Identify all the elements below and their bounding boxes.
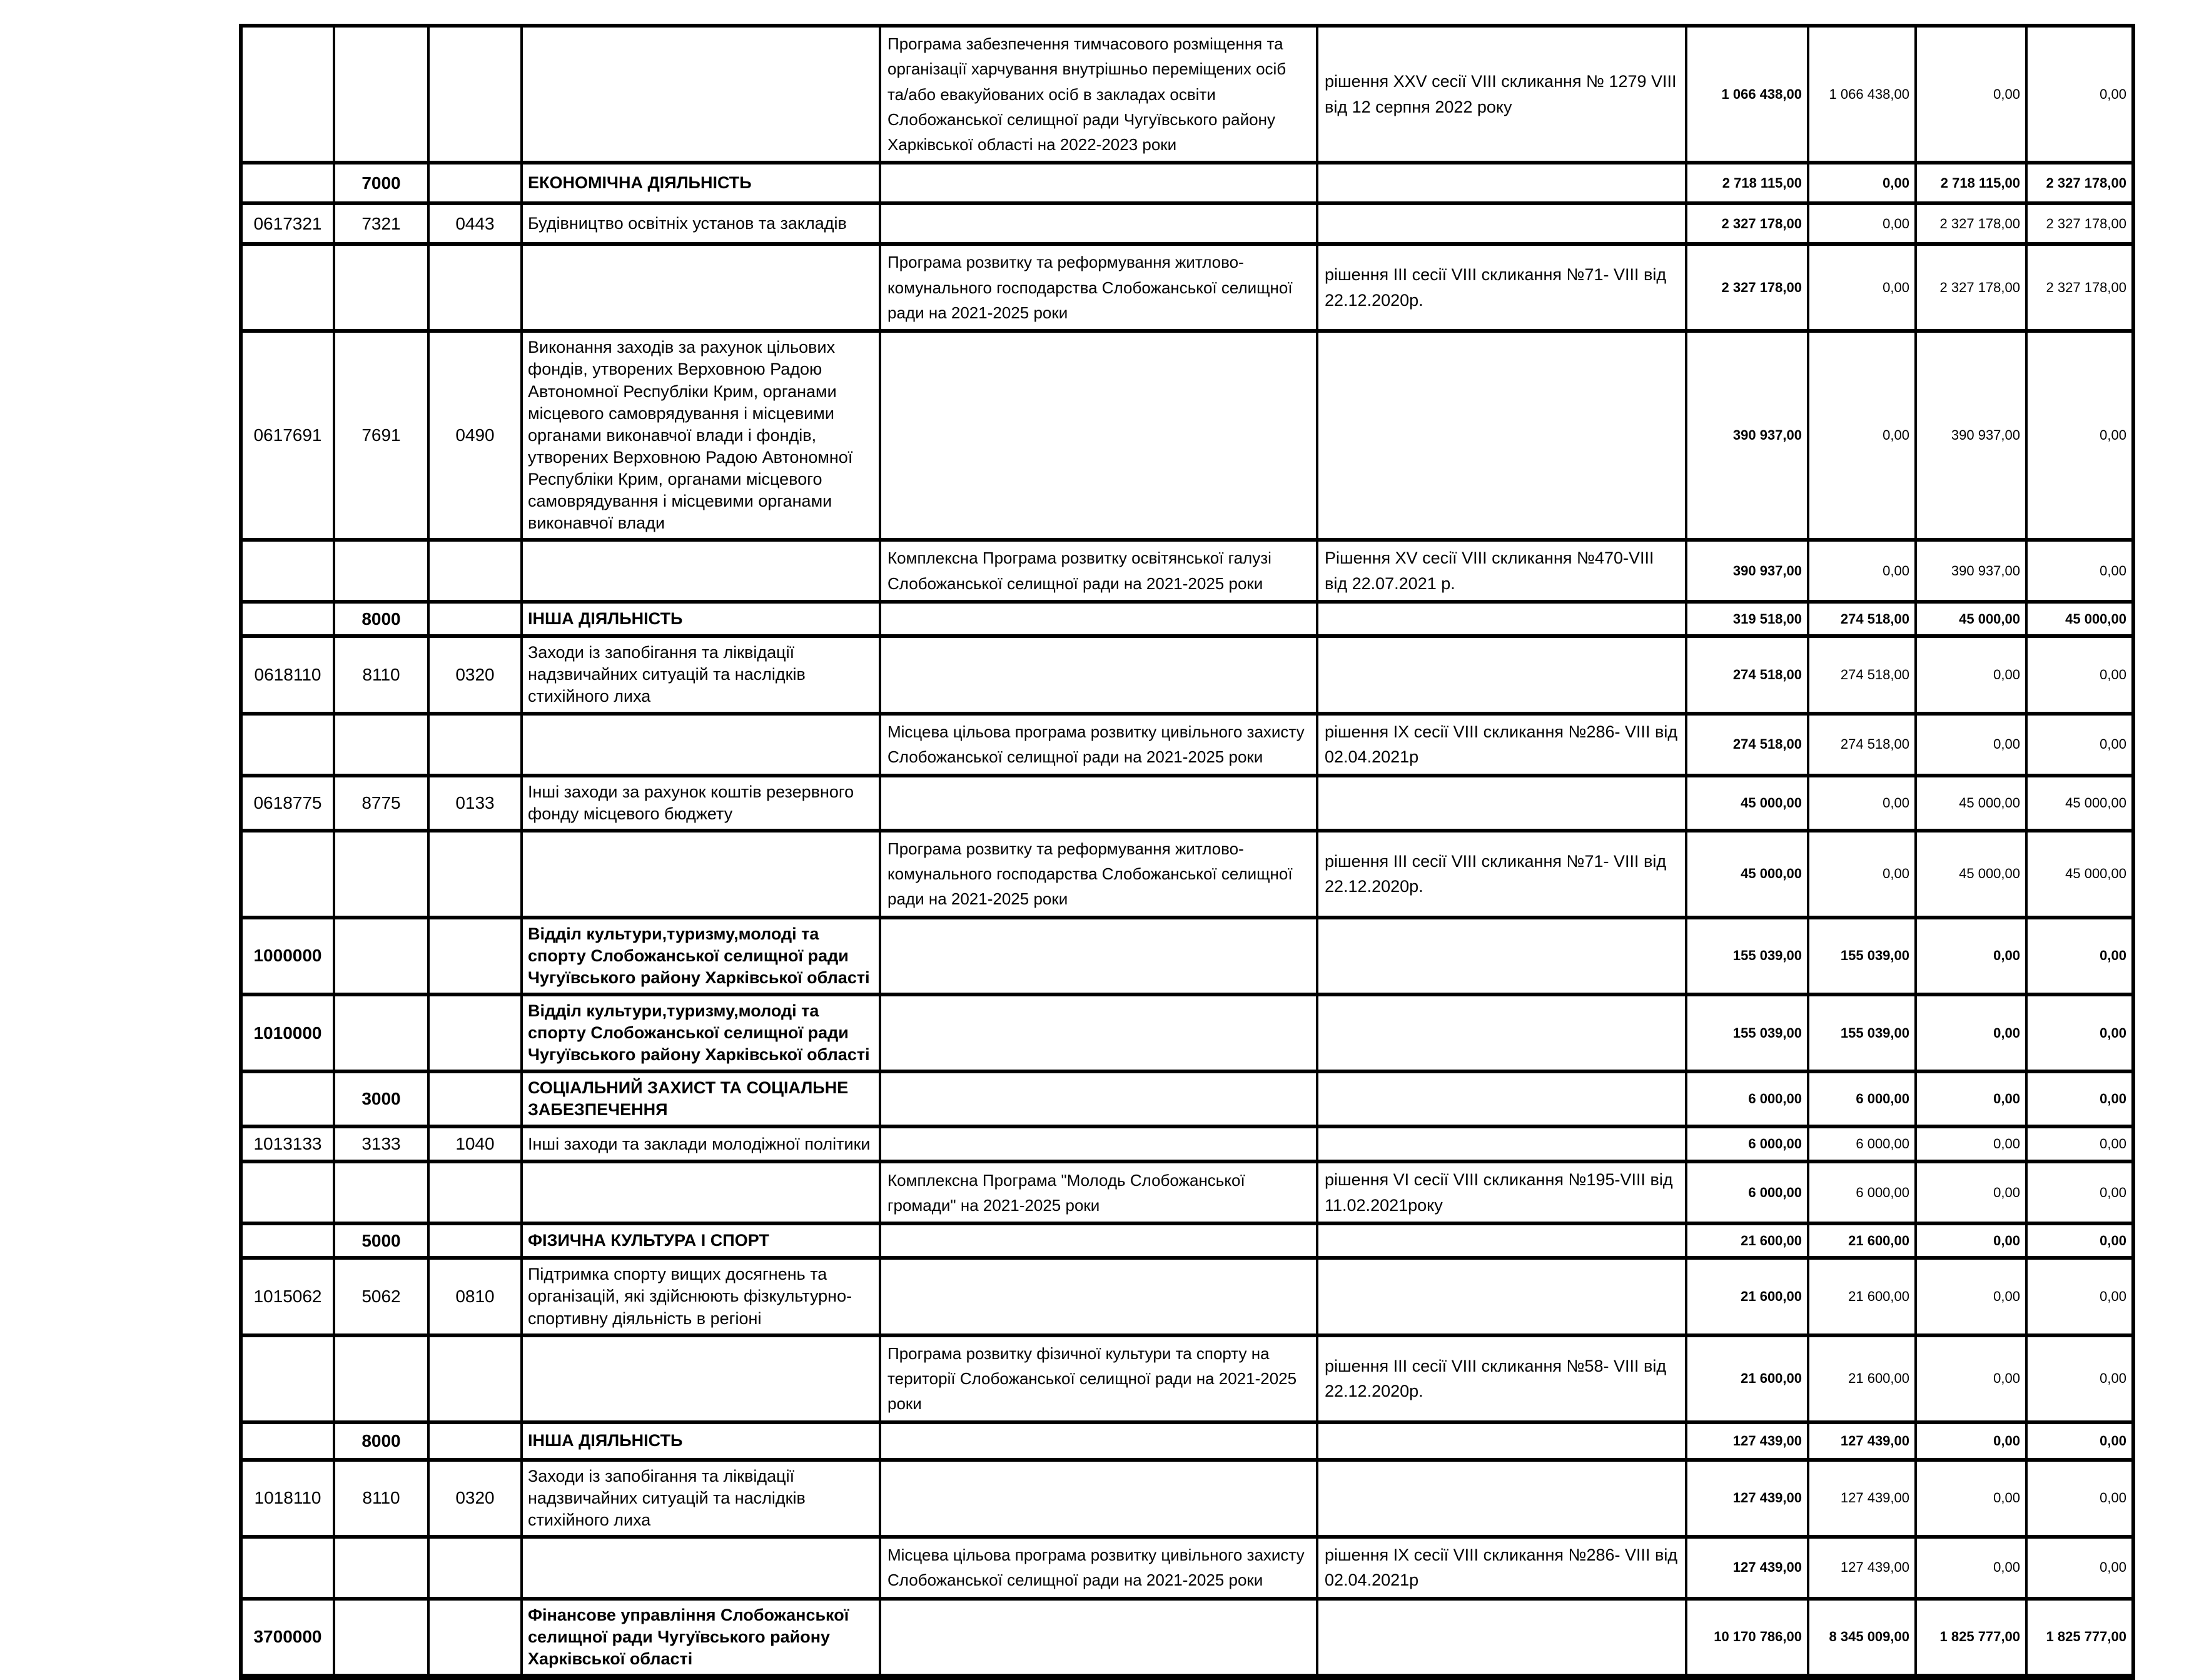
amount-cell-2: 6 000,00 (1808, 1126, 1916, 1161)
table-row (241, 776, 2133, 831)
amount-cell-1: 21 600,00 (1686, 1223, 1808, 1258)
table-row (241, 1258, 2133, 1335)
expense-name-cell (522, 1161, 880, 1223)
code-tkvkbms-cell (334, 831, 428, 918)
code-tpkvkmb-cell (241, 1223, 334, 1258)
amount-cell-1: 2 718 115,00 (1686, 163, 1808, 203)
amount-cell-4: 0,00 (2026, 1161, 2133, 1223)
amount-cell-2: 0,00 (1808, 203, 1916, 244)
decision-cell (1317, 203, 1686, 244)
code-fkvkb-cell (428, 994, 522, 1071)
code-tkvkbms-cell: 8000 (334, 602, 428, 636)
amount-cell-3: 0,00 (1916, 1537, 2026, 1599)
budget-table-body (241, 26, 2133, 1677)
code-fkvkb-cell (428, 1161, 522, 1223)
code-tkvkbms-cell (334, 244, 428, 331)
table-row (241, 831, 2133, 918)
code-tkvkbms-cell (334, 1537, 428, 1599)
amount-cell-4: 45 000,00 (2026, 602, 2133, 636)
code-tkvkbms-cell (334, 1599, 428, 1677)
code-tkvkbms-cell (334, 714, 428, 776)
amount-cell-2: 0,00 (1808, 776, 1916, 831)
program-name-cell (880, 1071, 1317, 1126)
amount-cell-4: 2 327 178,00 (2026, 244, 2133, 331)
code-fkvkb-cell (428, 1223, 522, 1258)
amount-cell-2: 6 000,00 (1808, 1071, 1916, 1126)
code-fkvkb-cell (428, 714, 522, 776)
program-name-cell (880, 1599, 1317, 1677)
decision-cell (1317, 1258, 1686, 1335)
code-tpkvkmb-cell (241, 714, 334, 776)
code-fkvkb-cell (428, 831, 522, 918)
code-tpkvkmb-cell (241, 1071, 334, 1126)
amount-cell-1: 6 000,00 (1686, 1071, 1808, 1126)
amount-cell-3: 0,00 (1916, 1071, 2026, 1126)
program-name-cell: Комплексна Програма розвитку освітянської галузі Слобожанської селищної ради на 2021-2025 роки (880, 540, 1317, 602)
decision-cell (1317, 331, 1686, 540)
amount-cell-4: 2 327 178,00 (2026, 163, 2133, 203)
amount-cell-3: 2 327 178,00 (1916, 244, 2026, 331)
amount-cell-2: 274 518,00 (1808, 714, 1916, 776)
amount-cell-4: 45 000,00 (2026, 831, 2133, 918)
amount-cell-2: 127 439,00 (1808, 1537, 1916, 1599)
program-name-cell (880, 1460, 1317, 1537)
program-name-cell (880, 163, 1317, 203)
code-tpkvkmb-cell: 0618110 (241, 636, 334, 713)
table-row (241, 26, 2133, 163)
table-row (241, 1223, 2133, 1258)
program-name-cell (880, 331, 1317, 540)
decision-cell (1317, 1422, 1686, 1460)
code-fkvkb-cell: 0133 (428, 776, 522, 831)
amount-cell-4: 1 825 777,00 (2026, 1599, 2133, 1677)
program-name-cell: Програма розвитку фізичної культури та спорту на території Слобожанської селищної ради на 2021-2025 роки (880, 1335, 1317, 1422)
program-name-cell (880, 602, 1317, 636)
amount-cell-2: 6 000,00 (1808, 1161, 1916, 1223)
decision-cell (1317, 636, 1686, 713)
program-name-cell (880, 1422, 1317, 1460)
code-tkvkbms-cell (334, 1161, 428, 1223)
expense-name-cell: Заходи із запобігання та ліквідації надзвичайних ситуацій та наслідків стихійного лиха (522, 1460, 880, 1537)
decision-cell (1317, 1599, 1686, 1677)
amount-cell-3: 390 937,00 (1916, 331, 2026, 540)
expense-name-cell: ФІЗИЧНА КУЛЬТУРА І СПОРТ (522, 1223, 880, 1258)
amount-cell-4: 2 327 178,00 (2026, 203, 2133, 244)
code-fkvkb-cell (428, 918, 522, 994)
expense-name-cell: Відділ культури,туризму,молоді та спорту Слобожанської селищної ради Чугуївського району Харківської області (522, 918, 880, 994)
code-fkvkb-cell: 0490 (428, 331, 522, 540)
amount-cell-1: 127 439,00 (1686, 1422, 1808, 1460)
amount-cell-3: 0,00 (1916, 1422, 2026, 1460)
table-row (241, 1599, 2133, 1677)
amount-cell-2: 21 600,00 (1808, 1258, 1916, 1335)
decision-cell (1317, 1223, 1686, 1258)
code-fkvkb-cell (428, 1422, 522, 1460)
decision-cell: рішення III сесії VIII скликання №58- VIII від 22.12.2020р. (1317, 1335, 1686, 1422)
expense-name-cell (522, 540, 880, 602)
decision-cell: рішення III сесії VIII скликання №71- VIII від 22.12.2020р. (1317, 831, 1686, 918)
amount-cell-3: 0,00 (1916, 714, 2026, 776)
expense-name-cell (522, 714, 880, 776)
amount-cell-1: 21 600,00 (1686, 1258, 1808, 1335)
amount-cell-4: 0,00 (2026, 636, 2133, 713)
amount-cell-3: 390 937,00 (1916, 540, 2026, 602)
code-fkvkb-cell (428, 1335, 522, 1422)
code-tpkvkmb-cell: 1018110 (241, 1460, 334, 1537)
budget-table (239, 24, 2135, 1680)
code-tkvkbms-cell (334, 918, 428, 994)
code-tpkvkmb-cell (241, 602, 334, 636)
program-name-cell (880, 1223, 1317, 1258)
program-name-cell (880, 1126, 1317, 1161)
amount-cell-4: 0,00 (2026, 1258, 2133, 1335)
program-name-cell: Комплексна Програма "Молодь Слобожанської громади" на 2021-2025 роки (880, 1161, 1317, 1223)
code-tkvkbms-cell: 8775 (334, 776, 428, 831)
code-tkvkbms-cell (334, 994, 428, 1071)
amount-cell-4: 0,00 (2026, 1537, 2133, 1599)
table-row (241, 1422, 2133, 1460)
amount-cell-1: 21 600,00 (1686, 1335, 1808, 1422)
amount-cell-3: 45 000,00 (1916, 776, 2026, 831)
code-fkvkb-cell (428, 26, 522, 163)
amount-cell-1: 319 518,00 (1686, 602, 1808, 636)
amount-cell-3: 45 000,00 (1916, 831, 2026, 918)
code-fkvkb-cell: 0320 (428, 636, 522, 713)
decision-cell (1317, 776, 1686, 831)
program-name-cell (880, 203, 1317, 244)
amount-cell-1: 2 327 178,00 (1686, 203, 1808, 244)
code-tpkvkmb-cell (241, 831, 334, 918)
expense-name-cell: СОЦІАЛЬНИЙ ЗАХИСТ ТА СОЦІАЛЬНЕ ЗАБЕЗПЕЧЕННЯ (522, 1071, 880, 1126)
program-name-cell: Місцева цільова програма розвитку цивільного захисту Слобожанської селищної ради на 2021-2025 роки (880, 714, 1317, 776)
budget-document-sheet (239, 24, 2135, 1680)
code-tkvkbms-cell: 8110 (334, 636, 428, 713)
amount-cell-3: 2 718 115,00 (1916, 163, 2026, 203)
code-tpkvkmb-cell: 1000000 (241, 918, 334, 994)
code-tpkvkmb-cell: 3700000 (241, 1599, 334, 1677)
amount-cell-2: 155 039,00 (1808, 918, 1916, 994)
expense-name-cell: Фінансове управління Слобожанської селищної ради Чугуївського району Харківської області (522, 1599, 880, 1677)
table-row (241, 636, 2133, 713)
table-row (241, 994, 2133, 1071)
amount-cell-4: 0,00 (2026, 994, 2133, 1071)
amount-cell-2: 0,00 (1808, 831, 1916, 918)
code-tpkvkmb-cell: 0617691 (241, 331, 334, 540)
amount-cell-3: 0,00 (1916, 1460, 2026, 1537)
amount-cell-2: 1 066 438,00 (1808, 26, 1916, 163)
amount-cell-1: 1 066 438,00 (1686, 26, 1808, 163)
code-tpkvkmb-cell (241, 1335, 334, 1422)
table-row (241, 540, 2133, 602)
program-name-cell (880, 636, 1317, 713)
amount-cell-1: 6 000,00 (1686, 1126, 1808, 1161)
program-name-cell (880, 1258, 1317, 1335)
amount-cell-1: 127 439,00 (1686, 1460, 1808, 1537)
table-row (241, 1460, 2133, 1537)
expense-name-cell: Інші заходи та заклади молодіжної політики (522, 1126, 880, 1161)
amount-cell-3: 0,00 (1916, 1161, 2026, 1223)
amount-cell-1: 45 000,00 (1686, 776, 1808, 831)
code-fkvkb-cell: 1040 (428, 1126, 522, 1161)
amount-cell-1: 10 170 786,00 (1686, 1599, 1808, 1677)
table-row (241, 331, 2133, 540)
amount-cell-3: 45 000,00 (1916, 602, 2026, 636)
code-tkvkbms-cell: 5000 (334, 1223, 428, 1258)
code-tpkvkmb-cell: 0618775 (241, 776, 334, 831)
decision-cell: Рішення XV сесії VIII скликання №470-VIII від 22.07.2021 р. (1317, 540, 1686, 602)
decision-cell: рішення XXV сесії VIII скликання № 1279 VIII від 12 серпня 2022 року (1317, 26, 1686, 163)
code-tkvkbms-cell (334, 26, 428, 163)
amount-cell-3: 1 825 777,00 (1916, 1599, 2026, 1677)
code-fkvkb-cell (428, 1537, 522, 1599)
code-tpkvkmb-cell (241, 1422, 334, 1460)
amount-cell-3: 0,00 (1916, 1126, 2026, 1161)
code-tkvkbms-cell: 7000 (334, 163, 428, 203)
code-tkvkbms-cell: 8000 (334, 1422, 428, 1460)
decision-cell (1317, 1126, 1686, 1161)
decision-cell: рішення IX сесії VIII скликання №286- VIII від 02.04.2021р (1317, 1537, 1686, 1599)
expense-name-cell: Відділ культури,туризму,молоді та спорту Слобожанської селищної ради Чугуївського району Харківської області (522, 994, 880, 1071)
table-row (241, 714, 2133, 776)
table-row (241, 163, 2133, 203)
code-fkvkb-cell: 0810 (428, 1258, 522, 1335)
amount-cell-1: 390 937,00 (1686, 331, 1808, 540)
code-fkvkb-cell (428, 244, 522, 331)
amount-cell-1: 127 439,00 (1686, 1537, 1808, 1599)
code-fkvkb-cell (428, 602, 522, 636)
amount-cell-1: 2 327 178,00 (1686, 244, 1808, 331)
amount-cell-2: 127 439,00 (1808, 1422, 1916, 1460)
amount-cell-2: 0,00 (1808, 540, 1916, 602)
code-tkvkbms-cell: 3000 (334, 1071, 428, 1126)
table-row (241, 1335, 2133, 1422)
amount-cell-2: 21 600,00 (1808, 1223, 1916, 1258)
amount-cell-4: 0,00 (2026, 1422, 2133, 1460)
decision-cell: рішення VI сесії VIII скликання №195-VIII від 11.02.2021року (1317, 1161, 1686, 1223)
amount-cell-4: 0,00 (2026, 918, 2133, 994)
amount-cell-2: 155 039,00 (1808, 994, 1916, 1071)
code-fkvkb-cell (428, 163, 522, 203)
amount-cell-1: 6 000,00 (1686, 1161, 1808, 1223)
decision-cell (1317, 1460, 1686, 1537)
amount-cell-2: 0,00 (1808, 244, 1916, 331)
amount-cell-2: 274 518,00 (1808, 636, 1916, 713)
expense-name-cell: Інші заходи за рахунок коштів резервного фонду місцевого бюджету (522, 776, 880, 831)
amount-cell-3: 0,00 (1916, 1335, 2026, 1422)
amount-cell-3: 0,00 (1916, 636, 2026, 713)
code-tkvkbms-cell: 5062 (334, 1258, 428, 1335)
program-name-cell (880, 776, 1317, 831)
amount-cell-4: 0,00 (2026, 1460, 2133, 1537)
amount-cell-3: 0,00 (1916, 994, 2026, 1071)
code-tpkvkmb-cell (241, 244, 334, 331)
code-fkvkb-cell (428, 1599, 522, 1677)
amount-cell-2: 21 600,00 (1808, 1335, 1916, 1422)
program-name-cell (880, 918, 1317, 994)
decision-cell: рішення IX сесії VIII скликання №286- VIII від 02.04.2021р (1317, 714, 1686, 776)
code-tpkvkmb-cell: 1010000 (241, 994, 334, 1071)
amount-cell-3: 0,00 (1916, 1223, 2026, 1258)
table-row (241, 1161, 2133, 1223)
amount-cell-1: 390 937,00 (1686, 540, 1808, 602)
table-row (241, 1537, 2133, 1599)
decision-cell: рішення III сесії VIII скликання №71- VIII від 22.12.2020р. (1317, 244, 1686, 331)
decision-cell (1317, 602, 1686, 636)
code-fkvkb-cell (428, 540, 522, 602)
expense-name-cell (522, 26, 880, 163)
amount-cell-1: 45 000,00 (1686, 831, 1808, 918)
code-tkvkbms-cell (334, 1335, 428, 1422)
amount-cell-3: 2 327 178,00 (1916, 203, 2026, 244)
table-row (241, 244, 2133, 331)
code-tpkvkmb-cell: 0617321 (241, 203, 334, 244)
expense-name-cell: ЕКОНОМІЧНА ДІЯЛЬНІСТЬ (522, 163, 880, 203)
code-tpkvkmb-cell (241, 163, 334, 203)
expense-name-cell: Заходи із запобігання та ліквідації надзвичайних ситуацій та наслідків стихійного лиха (522, 636, 880, 713)
code-fkvkb-cell: 0443 (428, 203, 522, 244)
amount-cell-4: 0,00 (2026, 540, 2133, 602)
decision-cell (1317, 1071, 1686, 1126)
amount-cell-2: 0,00 (1808, 331, 1916, 540)
expense-name-cell (522, 1537, 880, 1599)
amount-cell-2: 8 345 009,00 (1808, 1599, 1916, 1677)
amount-cell-4: 0,00 (2026, 1071, 2133, 1126)
table-row (241, 1071, 2133, 1126)
amount-cell-4: 0,00 (2026, 714, 2133, 776)
amount-cell-1: 274 518,00 (1686, 636, 1808, 713)
amount-cell-1: 274 518,00 (1686, 714, 1808, 776)
amount-cell-3: 0,00 (1916, 1258, 2026, 1335)
decision-cell (1317, 163, 1686, 203)
code-tkvkbms-cell: 3133 (334, 1126, 428, 1161)
code-tpkvkmb-cell: 1015062 (241, 1258, 334, 1335)
table-row (241, 602, 2133, 636)
code-fkvkb-cell (428, 1071, 522, 1126)
expense-name-cell: ІНША ДІЯЛЬНІСТЬ (522, 1422, 880, 1460)
expense-name-cell: Підтримка спорту вищих досягнень та організацій, які здійснюють фізкультурно-спортивну діяльність в регіоні (522, 1258, 880, 1335)
amount-cell-2: 0,00 (1808, 163, 1916, 203)
amount-cell-3: 0,00 (1916, 26, 2026, 163)
amount-cell-2: 274 518,00 (1808, 602, 1916, 636)
code-tpkvkmb-cell (241, 1161, 334, 1223)
amount-cell-4: 0,00 (2026, 331, 2133, 540)
code-tpkvkmb-cell: 1013133 (241, 1126, 334, 1161)
expense-name-cell (522, 831, 880, 918)
amount-cell-1: 155 039,00 (1686, 994, 1808, 1071)
code-fkvkb-cell: 0320 (428, 1460, 522, 1537)
expense-name-cell: ІНША ДІЯЛЬНІСТЬ (522, 602, 880, 636)
code-tpkvkmb-cell (241, 540, 334, 602)
expense-name-cell: Будівництво освітніх установ та закладів (522, 203, 880, 244)
amount-cell-3: 0,00 (1916, 918, 2026, 994)
program-name-cell: Програма розвитку та реформування житлово-комунального господарства Слобожанської селищної ради на 2021-2025 роки (880, 831, 1317, 918)
table-row (241, 1126, 2133, 1161)
table-row (241, 918, 2133, 994)
amount-cell-4: 0,00 (2026, 1223, 2133, 1258)
program-name-cell: Програма забезпечення тимчасового розміщення та організації харчування внутрішньо переміщених осіб та/або евакуйованих осіб в закладах освіти Слобожанської селищної ради Чугуївського району Харківської області на 2022-2023 роки (880, 26, 1317, 163)
code-tpkvkmb-cell (241, 1537, 334, 1599)
decision-cell (1317, 918, 1686, 994)
code-tkvkbms-cell (334, 540, 428, 602)
expense-name-cell (522, 244, 880, 331)
code-tkvkbms-cell: 7321 (334, 203, 428, 244)
program-name-cell: Програма розвитку та реформування житлово-комунального господарства Слобожанської селищної ради на 2021-2025 роки (880, 244, 1317, 331)
amount-cell-2: 127 439,00 (1808, 1460, 1916, 1537)
amount-cell-4: 45 000,00 (2026, 776, 2133, 831)
amount-cell-4: 0,00 (2026, 26, 2133, 163)
amount-cell-1: 155 039,00 (1686, 918, 1808, 994)
amount-cell-4: 0,00 (2026, 1335, 2133, 1422)
expense-name-cell: Виконання заходів за рахунок цільових фондів, утворених Верховною Радою Автономної Республіки Крим, органами місцевого самоврядування і місцевими органами виконавчої влади і фондів, утворених Верховною Радою Автономної Республіки Крим, органами місцевого самоврядування і місцевими органами виконавчої влади (522, 331, 880, 540)
code-tkvkbms-cell: 8110 (334, 1460, 428, 1537)
decision-cell (1317, 994, 1686, 1071)
program-name-cell: Місцева цільова програма розвитку цивільного захисту Слобожанської селищної ради на 2021-2025 роки (880, 1537, 1317, 1599)
code-tkvkbms-cell: 7691 (334, 331, 428, 540)
amount-cell-4: 0,00 (2026, 1126, 2133, 1161)
expense-name-cell (522, 1335, 880, 1422)
program-name-cell (880, 994, 1317, 1071)
table-row (241, 203, 2133, 244)
code-tpkvkmb-cell (241, 26, 334, 163)
